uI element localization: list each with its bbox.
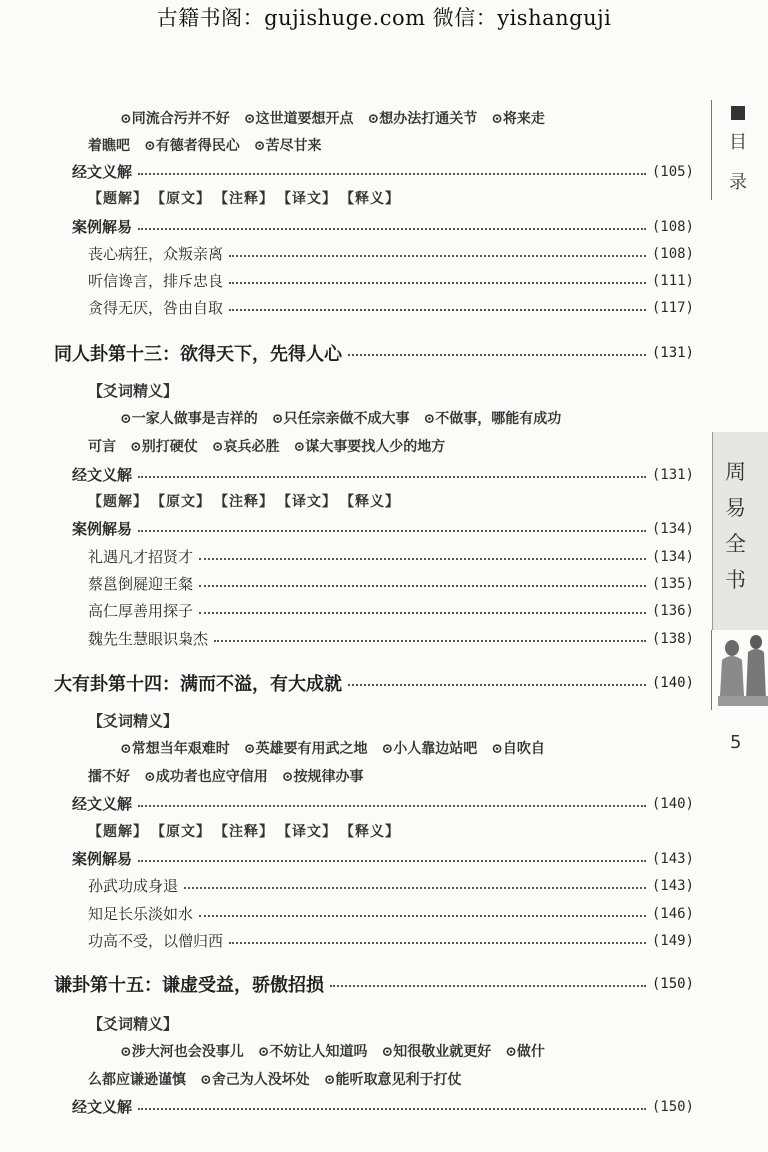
toc-entry-title: 案例解易	[72, 850, 133, 868]
toc-entry-anli[interactable]	[72, 518, 694, 539]
toc-entry-page: (134)	[651, 548, 694, 565]
toc-entry-case[interactable]	[88, 573, 694, 594]
leader-dots	[229, 942, 646, 944]
tag-yuanwen: 【原文】	[158, 494, 211, 510]
toc-entry-case[interactable]	[88, 875, 694, 896]
toc-entry-page: (105)	[651, 163, 694, 180]
chapter-title: 谦卦第十五：谦虚受益，骄傲招损	[54, 975, 324, 996]
yaoci-line: ⊙一家人做事是吉祥的 ⊙只任宗亲做不成大事 ⊙不做事，哪能有成功	[120, 411, 562, 427]
leader-dots	[199, 585, 646, 587]
toc-entry-page: (108)	[651, 218, 694, 235]
toc-entry-page: (131)	[651, 466, 694, 483]
leader-dots	[184, 887, 646, 889]
sidebar-rule	[711, 100, 712, 200]
leader-dots	[214, 640, 646, 642]
toc-entry-page: (111)	[651, 272, 694, 289]
sidebar-mulu	[726, 104, 750, 196]
section-tags	[88, 491, 410, 511]
tag-tijie: 【题解】	[88, 191, 148, 207]
book-title-char: 全	[725, 532, 746, 556]
toc-entry-title: 听信谗言，排斥忠良	[88, 272, 224, 290]
toc-chapter-14[interactable]	[54, 670, 694, 696]
toc-entry-title: 孙武功成身退	[88, 877, 179, 895]
mulu-char: 录	[729, 172, 747, 193]
toc-entry-title: 知足长乐淡如水	[88, 905, 194, 923]
toc-entry-jingwen[interactable]	[72, 1096, 694, 1117]
tag-yiwen: 【译文】	[284, 191, 337, 207]
leader-dots	[138, 860, 646, 862]
book-title-tab	[712, 432, 768, 630]
toc-entry-jingwen[interactable]	[72, 161, 694, 182]
yaoci-line: ⊙常想当年艰难时 ⊙英雄要有用武之地 ⊙小人靠边站吧 ⊙自吹自	[120, 741, 545, 757]
toc-entry-title: 经文义解	[72, 795, 133, 813]
section-tags	[88, 821, 410, 841]
yaoci-line: 可言 ⊙别打硬仗 ⊙哀兵必胜 ⊙谋大事要找人少的地方	[88, 439, 446, 455]
toc-entry-case[interactable]	[88, 546, 694, 567]
toc-entry-page: (150)	[651, 1098, 694, 1115]
toc-entry-title: 高仁厚善用探子	[88, 602, 194, 620]
leader-dots	[138, 805, 646, 807]
leader-dots	[199, 558, 646, 560]
toc-entry-case[interactable]	[88, 903, 694, 924]
leader-dots	[229, 255, 646, 257]
tag-shiyi: 【释义】	[347, 824, 400, 840]
tag-shiyi: 【释义】	[347, 494, 400, 510]
toc-entry-case[interactable]	[88, 297, 694, 318]
toc-entry-title: 案例解易	[72, 520, 133, 538]
toc-entry-anli[interactable]	[72, 216, 694, 237]
tag-tijie: 【题解】	[88, 494, 148, 510]
chapter-title: 大有卦第十四：满而不溢，有大成就	[54, 674, 342, 695]
toc-entry-case[interactable]	[88, 600, 694, 621]
yaoci-line: 着瞧吧 ⊙有德者得民心 ⊙苦尽甘来	[88, 138, 322, 154]
toc-entry-page: (136)	[651, 602, 694, 619]
toc-entry-case[interactable]	[88, 270, 694, 291]
leader-dots	[138, 173, 646, 175]
tag-zhushi: 【注释】	[221, 494, 274, 510]
toc-entry-title: 贪得无厌，咎由自取	[88, 299, 224, 317]
book-title-char: 书	[725, 568, 746, 592]
tag-zhushi: 【注释】	[221, 191, 274, 207]
leader-dots	[138, 530, 646, 532]
section-tags	[88, 188, 410, 208]
mulu-char: 目	[729, 132, 747, 153]
leader-dots	[330, 985, 646, 987]
toc-entry-title: 经文义解	[72, 1098, 133, 1116]
chapter-title: 同人卦第十三：欲得天下，先得人心	[54, 344, 342, 365]
tag-yuanwen: 【原文】	[158, 191, 211, 207]
book-title-char: 易	[725, 496, 746, 520]
toc-entry-title: 魏先生慧眼识枭杰	[88, 630, 209, 648]
figurine-illustration-icon	[718, 630, 768, 708]
chapter-page: (150)	[651, 976, 694, 992]
toc-entry-page: (135)	[651, 575, 694, 592]
chapter-page: (131)	[651, 345, 694, 361]
leader-dots	[138, 228, 646, 230]
leader-dots	[138, 476, 646, 478]
book-title-char: 周	[725, 460, 746, 484]
tag-yiwen: 【译文】	[284, 824, 337, 840]
sidebar-rule	[711, 630, 712, 710]
toc-entry-case[interactable]	[88, 628, 694, 649]
toc-entry-page: (149)	[651, 932, 694, 949]
toc-entry-page: (134)	[651, 520, 694, 537]
toc-entry-page: (143)	[651, 877, 694, 894]
leader-dots	[199, 612, 646, 614]
toc-entry-page: (117)	[651, 299, 694, 316]
tag-yuanwen: 【原文】	[158, 824, 211, 840]
tag-shiyi: 【释义】	[347, 191, 400, 207]
toc-entry-title: 蔡邕倒屣迎王粲	[88, 575, 194, 593]
toc-chapter-15[interactable]	[54, 971, 694, 997]
yaoci-line: 么都应谦逊谨慎 ⊙舍己为人没坏处 ⊙能听取意见利于打仗	[88, 1072, 462, 1088]
tag-yiwen: 【译文】	[284, 494, 337, 510]
toc-entry-title: 经文义解	[72, 466, 133, 484]
toc-entry-page: (108)	[651, 245, 694, 262]
toc-entry-page: (146)	[651, 905, 694, 922]
leader-dots	[229, 309, 646, 311]
yaoci-line: ⊙涉大河也会没事儿 ⊙不妨让人知道吗 ⊙知很敬业就更好 ⊙做什	[120, 1044, 545, 1060]
yaoci-line: ⊙同流合污并不好 ⊙这世道要想开点 ⊙想办法打通关节 ⊙将来走	[120, 111, 545, 127]
watermark-banner: 古籍书阁：gujishuge.com 微信：yishanguji	[156, 6, 612, 30]
toc-entry-title: 经文义解	[72, 163, 133, 181]
mulu-marker-icon	[731, 106, 745, 120]
yaoci-line: 擂不好 ⊙成功者也应守信用 ⊙按规律办事	[88, 769, 364, 785]
toc-entry-case[interactable]	[88, 243, 694, 264]
page-number: 5	[730, 732, 742, 753]
toc-entry-jingwen[interactable]	[72, 793, 694, 814]
leader-dots	[348, 354, 646, 356]
yaoci-label: 【爻词精义】	[88, 382, 179, 400]
tag-tijie: 【题解】	[88, 824, 148, 840]
toc-entry-anli[interactable]	[72, 848, 694, 869]
toc-entry-page: (138)	[651, 630, 694, 647]
toc-entry-case[interactable]	[88, 930, 694, 951]
toc-entry-title: 丧心病狂，众叛亲离	[88, 245, 224, 263]
toc-entry-title: 功高不受，以僧归西	[88, 932, 224, 950]
tag-zhushi: 【注释】	[221, 824, 274, 840]
toc-entry-page: (143)	[651, 850, 694, 867]
toc-entry-page: (140)	[651, 795, 694, 812]
toc-entry-title: 案例解易	[72, 218, 133, 236]
chapter-page: (140)	[651, 675, 694, 691]
toc-entry-jingwen[interactable]	[72, 464, 694, 485]
yaoci-label: 【爻词精义】	[88, 712, 179, 730]
yaoci-label: 【爻词精义】	[88, 1015, 179, 1033]
toc-chapter-13[interactable]	[54, 340, 694, 366]
leader-dots	[199, 915, 646, 917]
leader-dots	[229, 282, 646, 284]
leader-dots	[348, 684, 646, 686]
leader-dots	[138, 1108, 646, 1110]
toc-entry-title: 礼遇凡才招贤才	[88, 548, 194, 566]
